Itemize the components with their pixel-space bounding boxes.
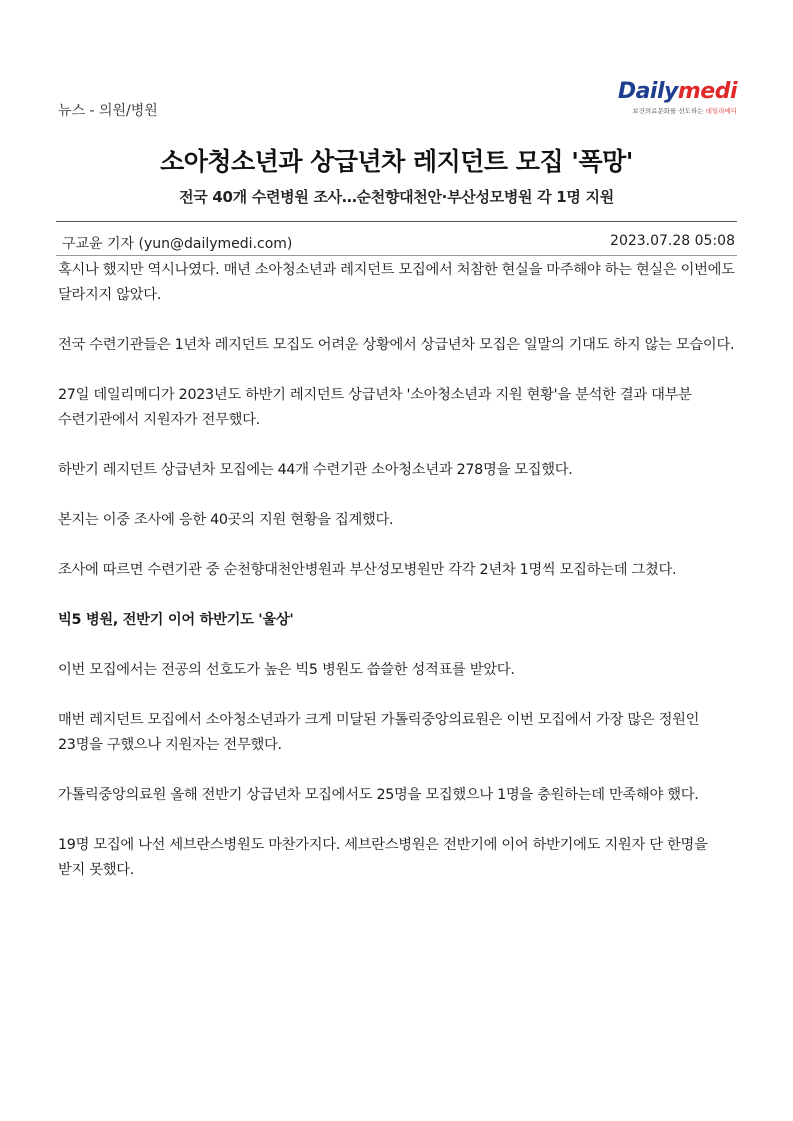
logo-tagline: 보건의료문화를 선도하는 xyxy=(632,107,704,115)
article-title: 소아청소년과 상급년차 레지던트 모집 '폭망' xyxy=(160,147,633,176)
paragraph: 이번 모집에서는 전공의 선호도가 높은 빅5 병원도 씁쓸한 성적표를 받았다. xyxy=(58,662,515,678)
paragraph: 매번 레지던트 모집에서 소아청소년과가 크게 미달된 가톨릭중앙의료원은 이번 모집에서 가장 많은 정원인 23명을 구했으나 지원자는 전무했다. xyxy=(58,712,700,753)
byline: 구교윤 기자 (yun@dailymedi.com) xyxy=(62,236,293,252)
section-subheading: 빅5 병원, 전반기 이어 하반기도 '울상' xyxy=(58,612,294,628)
article-body xyxy=(58,258,735,908)
paragraph: 전국 수련기관들은 1년차 레지던트 모집도 어려운 상황에서 상급년차 모집은 일말의 기대도 하지 않는 모습이다. xyxy=(58,337,735,353)
paragraph: 19명 모집에 나선 세브란스병원도 마찬가지다. 세브란스병원은 전반기에 이어 하반기에도 지원자 단 한명을 받지 못했다. xyxy=(58,837,708,878)
paragraph: 가톨릭중앙의료원 올해 전반기 상급년차 모집에서도 25명을 모집했으나 1명을 충원하는데 만족해야 했다. xyxy=(58,787,699,803)
logo-tagline-brand: 데일리메디 xyxy=(705,107,737,115)
divider-bottom xyxy=(56,255,737,256)
paragraph: 하반기 레지던트 상급년차 모집에는 44개 수련기관 소아청소년과 278명을 모집했다. xyxy=(58,462,573,478)
paragraph: 조사에 따르면 수련기관 중 순천향대천안병원과 부산성모병원만 각각 2년차 1명씩 모집하는데 그쳤다. xyxy=(58,562,677,578)
logo-medi-text: medi xyxy=(677,79,737,104)
breadcrumb[interactable]: 뉴스 - 의원/병원 xyxy=(58,103,158,119)
dailymedi-logo[interactable] xyxy=(607,80,737,115)
logo-daily-text: Daily xyxy=(617,79,678,104)
paragraph: 27일 데일리메디가 2023년도 하반기 레지던트 상급년차 '소아청소년과 지원 현황'을 분석한 결과 대부분 수련기관에서 지원자가 전무했다. xyxy=(58,387,692,428)
divider-top xyxy=(56,221,737,222)
publish-date: 2023.07.28 05:08 xyxy=(610,233,735,249)
paragraph: 본지는 이중 조사에 응한 40곳의 지원 현황을 집계했다. xyxy=(58,512,394,528)
article-subtitle: 전국 40개 수련병원 조사…순천향대천안·부산성모병원 각 1명 지원 xyxy=(179,188,614,206)
paragraph: 혹시나 했지만 역시나였다. 매년 소아청소년과 레지던트 모집에서 처참한 현실을 마주해야 하는 현실은 이번에도 달라지지 않았다. xyxy=(58,262,735,303)
